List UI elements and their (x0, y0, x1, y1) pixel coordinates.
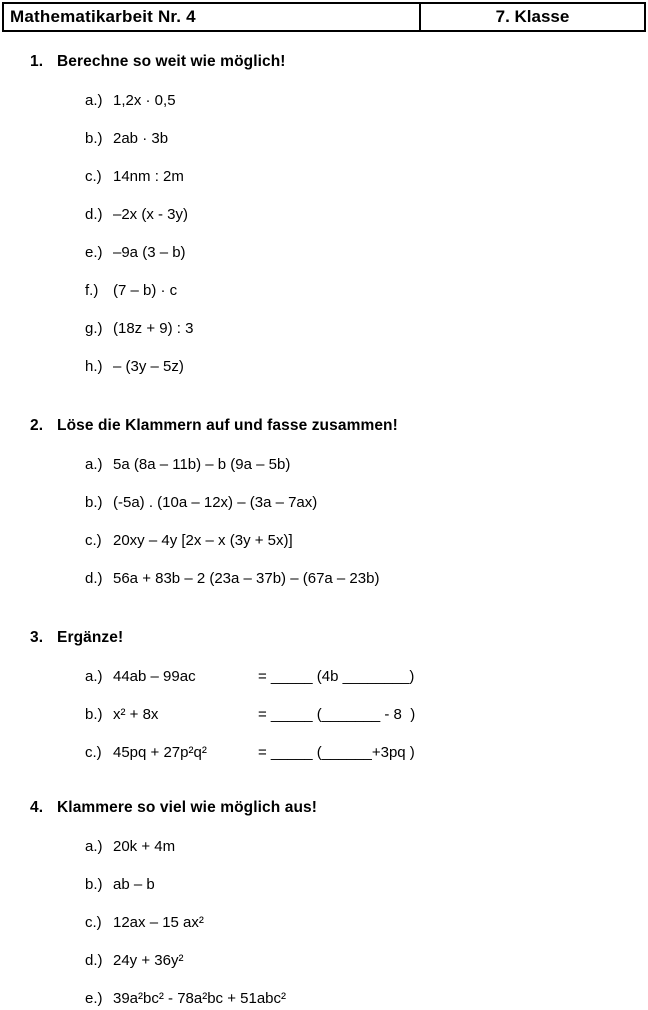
item-label: d.) (85, 952, 103, 969)
worksheet-page (0, 2, 648, 1008)
item-fill-in-blanks: = _____ (______+3pq ) (258, 744, 415, 761)
task-1a (85, 92, 648, 110)
item-label: b.) (85, 130, 103, 147)
item-label: h.) (85, 358, 103, 375)
task-2a (85, 456, 648, 474)
task-4c (85, 914, 648, 932)
section-3-title: Ergänze! (57, 629, 124, 646)
header-row (3, 3, 645, 31)
section-ausklammern (30, 799, 648, 1008)
task-4b (85, 876, 648, 894)
section-1-items (85, 92, 648, 376)
item-expression: ab – b (113, 876, 155, 893)
section-2-number: 2. (30, 417, 44, 434)
item-expression: 2ab · 3b (113, 130, 169, 147)
task-1e (85, 244, 648, 262)
item-label: f.) (85, 282, 99, 299)
item-label: b.) (85, 494, 103, 511)
section-1-title: Berechne so weit wie möglich! (57, 53, 286, 70)
item-expression: –9a (3 – b) (113, 244, 186, 261)
task-3c (85, 744, 648, 762)
item-label: c.) (85, 914, 102, 931)
item-expression: 20k + 4m (113, 838, 176, 855)
grade-label: 7. Klasse (420, 3, 645, 31)
item-label: e.) (85, 244, 103, 261)
item-label: c.) (85, 532, 102, 549)
item-label: a.) (85, 456, 103, 473)
item-expression: 39a²bc² - 78a²bc + 51abc² (113, 990, 287, 1007)
task-3a (85, 668, 648, 686)
section-4-items (85, 838, 648, 1008)
item-label: b.) (85, 706, 103, 723)
section-3-number: 3. (30, 629, 44, 646)
section-4-number: 4. (30, 799, 44, 816)
item-label: g.) (85, 320, 103, 337)
task-1f (85, 282, 648, 300)
section-2-title: Löse die Klammern auf und fasse zusammen! (57, 417, 398, 434)
task-4a (85, 838, 648, 856)
section-3-heading (30, 629, 648, 647)
task-4e (85, 990, 648, 1008)
section-2-heading (30, 417, 648, 435)
section-1-heading (30, 53, 648, 71)
header-table (2, 2, 646, 32)
item-label: b.) (85, 876, 103, 893)
item-expression: 24y + 36y² (113, 952, 184, 969)
item-expression: – (3y – 5z) (113, 358, 184, 375)
task-2d (85, 570, 648, 588)
item-label: d.) (85, 206, 103, 223)
task-4d (85, 952, 648, 970)
item-expression: 20xy – 4y [2x – x (3y + 5x)] (113, 532, 293, 549)
item-expression: 14nm : 2m (113, 168, 184, 185)
item-expression: 44ab – 99ac (113, 668, 196, 685)
section-2-items (85, 456, 648, 588)
task-1c (85, 168, 648, 186)
section-klammern-aufloesen (30, 417, 648, 588)
item-label: a.) (85, 92, 103, 109)
item-expression: 5a (8a – 11b) – b (9a – 5b) (113, 456, 291, 473)
task-2b (85, 494, 648, 512)
task-1h (85, 358, 648, 376)
item-expression: x² + 8x (113, 706, 159, 723)
section-4-heading (30, 799, 648, 817)
item-fill-in-blanks: = _____ (4b ________) (258, 668, 415, 685)
item-expression: 1,2x · 0,5 (113, 92, 176, 109)
task-1d (85, 206, 648, 224)
item-expression: 45pq + 27p²q² (113, 744, 207, 761)
section-ergaenze (30, 629, 648, 762)
worksheet-title: Mathematikarbeit Nr. 4 (3, 3, 420, 31)
item-label: a.) (85, 668, 103, 685)
task-3b (85, 706, 648, 724)
task-2c (85, 532, 648, 550)
task-1b (85, 130, 648, 148)
item-expression: (7 – b) · c (113, 282, 178, 299)
item-expression: 56a + 83b – 2 (23a – 37b) – (67a – 23b) (113, 570, 380, 587)
item-expression: –2x (x - 3y) (113, 206, 189, 223)
item-label: c.) (85, 744, 102, 761)
item-label: a.) (85, 838, 103, 855)
item-expression: (18z + 9) : 3 (113, 320, 194, 337)
section-1-number: 1. (30, 53, 44, 70)
item-expression: 12ax – 15 ax² (113, 914, 204, 931)
item-label: e.) (85, 990, 103, 1007)
item-label: d.) (85, 570, 103, 587)
item-label: c.) (85, 168, 102, 185)
section-berechne (30, 53, 648, 376)
task-1g (85, 320, 648, 338)
section-4-title: Klammere so viel wie möglich aus! (57, 799, 318, 816)
item-expression: (-5a) . (10a – 12x) – (3a – 7ax) (113, 494, 318, 511)
item-fill-in-blanks: = _____ (_______ - 8 ) (258, 706, 416, 723)
section-3-items (85, 668, 648, 762)
